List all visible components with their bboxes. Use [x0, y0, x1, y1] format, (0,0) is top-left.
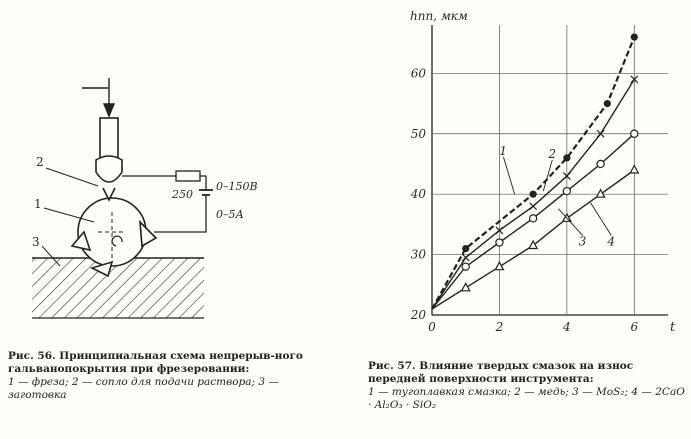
series-2-point	[530, 203, 537, 210]
figure-57-chart	[360, 0, 691, 345]
figure-56-caption-body: 1 — фреза; 2 — сопло для подачи раствора; 3 — заготовка	[8, 376, 279, 401]
series-3-point	[496, 239, 503, 246]
label-nozzle: 2	[36, 155, 44, 169]
y-tick-label: 30	[410, 247, 426, 262]
series-2-label: 2	[548, 146, 556, 161]
series-2-point	[462, 254, 469, 261]
y-tick-label: 40	[410, 187, 426, 202]
figure-56-caption	[8, 350, 334, 402]
figure-57-caption-lead: Рис. 57. Влияние твердых смазок на износ передней поверхности инструмента:	[368, 360, 634, 385]
series-1-point	[563, 154, 570, 161]
label-voltage: 0–150В	[216, 180, 258, 193]
label-resistor: 250	[172, 188, 193, 201]
figure-57-caption	[368, 360, 686, 412]
series-4-point	[462, 283, 470, 291]
y-axis-label: hпп, мкм	[410, 9, 468, 23]
feed-arrow-icon	[104, 78, 114, 116]
x-tick-label: 6	[630, 320, 639, 334]
series-3-point	[530, 215, 537, 222]
nozzle	[82, 88, 122, 200]
series-3-point	[597, 160, 604, 167]
series-3-point	[563, 188, 570, 195]
series-1-point	[631, 33, 638, 40]
series-3-point	[462, 263, 469, 270]
series-4-label: 4	[607, 234, 615, 249]
x-tick-label: 2	[495, 320, 504, 334]
series-4-leader	[590, 203, 611, 236]
label-workpiece: 3	[32, 235, 40, 249]
figure-57-caption-body: 1 — тугоплавкая смазка; 2 — медь; 3 — MoS₂; 4 — 2CaO · Al₂O₃ · SiO₂	[368, 386, 685, 411]
label-cutter: 1	[34, 197, 42, 211]
y-tick-label: 20	[410, 308, 426, 322]
figure-56-caption-lead: Рис. 56. Принципиальная схема непрерыв-ного гальванопокрытия при фрезеровании:	[8, 350, 303, 375]
x-axis-label: t	[670, 320, 676, 335]
series-1-point	[604, 100, 611, 107]
series-4-point	[529, 241, 537, 249]
workpiece	[32, 258, 204, 318]
figure-56-schematic	[0, 0, 330, 340]
series-4-point	[495, 262, 503, 270]
y-tick-label: 50	[410, 126, 426, 141]
series-1-leader	[503, 157, 514, 194]
series-3-label: 3	[578, 234, 587, 249]
x-tick-label: 4	[563, 320, 571, 334]
series-1-label: 1	[499, 143, 508, 158]
x-tick-label: 0	[428, 320, 436, 334]
y-tick-label: 60	[410, 66, 426, 81]
series-3-point	[631, 130, 638, 137]
label-current: 0–5А	[216, 208, 244, 221]
series-4-point	[630, 166, 638, 174]
series-1-point	[530, 191, 537, 198]
series-1-point	[462, 245, 469, 252]
series-4-point	[597, 190, 605, 198]
